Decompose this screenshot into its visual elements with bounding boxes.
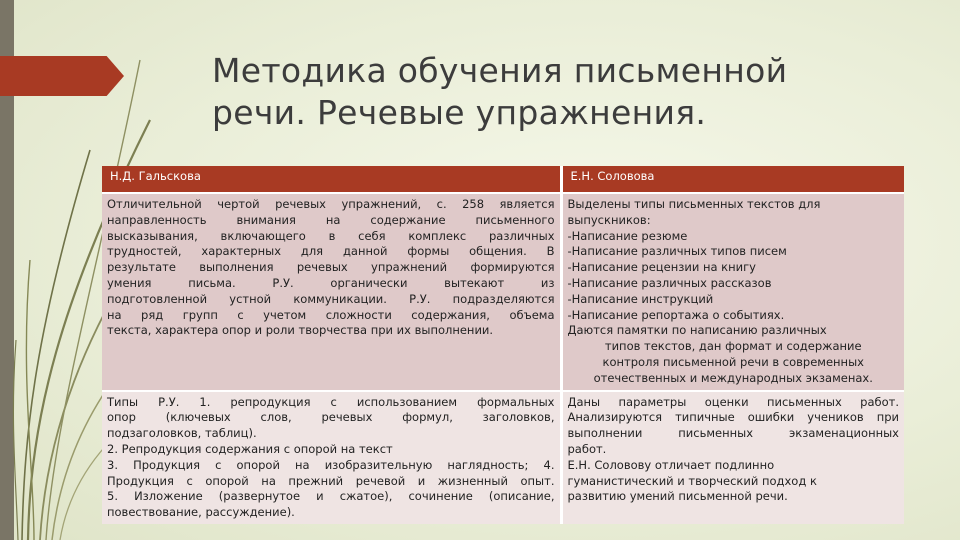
text-line: опор (ключевых слов, речевых формул, заголовков, xyxy=(107,410,555,425)
text-line: гуманистический и творческий подход к xyxy=(567,473,817,488)
text-line: направленность внимания на содержание письменного xyxy=(107,212,555,227)
text-line: развитию умений письменной речи. xyxy=(567,489,788,504)
text-line: выполнении письменных экзаменационных xyxy=(567,426,899,441)
cell-galskova-row2 xyxy=(102,391,561,524)
table-row xyxy=(102,193,904,391)
text-line: умения письма. Р.У. органически вытекают из xyxy=(107,275,555,290)
comparison-table xyxy=(102,166,904,524)
text-line: Е.Н. Соловову отличает подлинно xyxy=(567,457,775,472)
cell-solovova-row2 xyxy=(561,391,904,524)
header-galskova: Н.Д. Гальскова xyxy=(102,166,561,193)
text-line: -Написание резюме xyxy=(567,228,688,243)
table-row xyxy=(102,391,904,524)
text-line: выпускников: xyxy=(567,212,651,227)
text-line: -Написание репортажа о событиях. xyxy=(567,307,785,322)
text-line: Продукция с опорой на прежний речевой и жизненный опыт. xyxy=(107,473,555,488)
text-line: трудностей, характерных для данной формы общения. В xyxy=(107,244,555,259)
cell-galskova-row1 xyxy=(102,193,561,391)
text-line: Даются памятки по написанию различных xyxy=(567,323,827,338)
text-line: -Написание инструкций xyxy=(567,291,714,306)
cell-solovova-row1 xyxy=(561,193,904,391)
text-line: Типы Р.У. 1. репродукция с использованием формальных xyxy=(107,394,555,409)
text-line: Выделены типы письменных текстов для xyxy=(567,197,821,211)
text-line: -Написание рецензии на книгу xyxy=(567,260,756,275)
text-line: 5. Изложение (развернутое и сжатое), сочинение (описание, xyxy=(107,489,555,504)
text-line: Отличительной чертой речевых упражнений, с. 258 является xyxy=(107,197,555,211)
text-line: высказывания, включающего в себя комплекс различных xyxy=(107,228,555,243)
text-line: работ. xyxy=(567,441,607,456)
text-line: контроля письменной речи в современных xyxy=(602,354,864,369)
text-line: текста, характера опор и роли творчества при их выполнении. xyxy=(107,323,494,338)
text-line: типов текстов, дан формат и содержание xyxy=(604,339,862,354)
title-line-1: Методика обучения письменной xyxy=(212,51,788,90)
text-line: 2. Репродукция содержания с опорой на текст xyxy=(107,441,393,456)
text-line: отечественных и международных экзаменах. xyxy=(593,370,873,385)
title-arrow-marker xyxy=(0,56,124,96)
text-line: повествование, рассуждение). xyxy=(107,505,295,520)
text-line: Даны параметры оценки письменных работ. xyxy=(567,394,899,409)
table-header-row xyxy=(102,166,904,193)
text-line: 3. Продукция с опорой на изобразительную наглядность; 4. xyxy=(107,457,555,472)
text-line: -Написание различных рассказов xyxy=(567,275,772,290)
text-line: результате выполнения речевых упражнений формируются xyxy=(107,260,555,275)
header-solovova: Е.Н. Соловова xyxy=(561,166,904,193)
text-line: на ряд групп с учетом сложности содержания, объема xyxy=(107,307,555,322)
text-line: -Написание различных типов писем xyxy=(567,244,787,259)
text-line: подзаголовков, таблиц). xyxy=(107,426,257,441)
title-line-2: речи. Речевые упражнения. xyxy=(212,93,707,132)
text-line: Анализируются типичные ошибки учеников при xyxy=(567,410,899,425)
text-line: подготовленной устной коммуникации. Р.У. подразделяются xyxy=(107,291,555,306)
page-title xyxy=(212,50,912,134)
